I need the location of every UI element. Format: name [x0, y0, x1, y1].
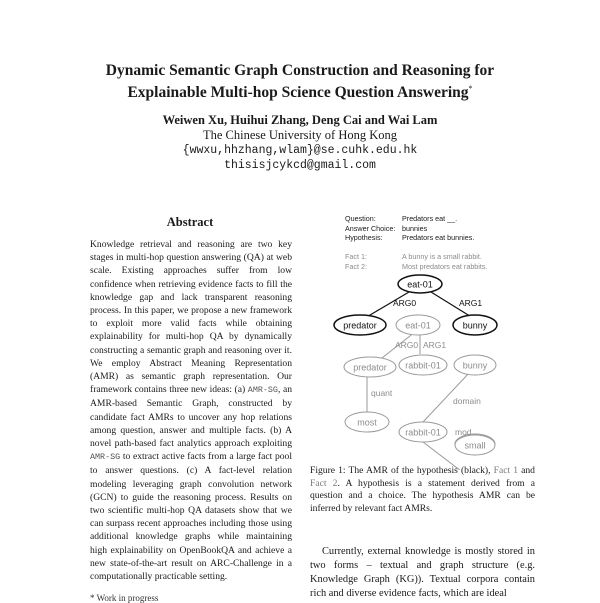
- hypothesis-value: Predators eat bunnies.: [402, 233, 475, 242]
- title-footnote-mark: *: [468, 84, 473, 93]
- abstract-heading: Abstract: [166, 215, 214, 229]
- node-small-label: small: [464, 440, 486, 451]
- caption-part-3: . A hypothesis is a statement derived from a question and a choice. The hypothesis AMR can be inferred by relevant fact AMRs.: [310, 477, 536, 514]
- fact1-label: Fact 1:: [345, 252, 367, 261]
- node-rabbit-mid-label: rabbit-01: [405, 360, 441, 371]
- question-label: Question:: [345, 214, 376, 223]
- email-line-2: thisisjcykcd@gmail.com: [224, 159, 376, 172]
- answer-choice-label: Answer Choice:: [345, 223, 396, 233]
- hypothesis-label: Hypothesis:: [345, 233, 383, 242]
- authors: Weiwen Xu, Huihui Zhang, Deng Cai and Wai Lam: [162, 113, 438, 127]
- answer-choice-value: bunnies: [402, 223, 428, 233]
- node-bunny-bold-label: bunny: [462, 320, 488, 331]
- edge-label-arg1-mid: ARG1: [423, 340, 447, 350]
- node-predator-gray-label: predator: [353, 362, 387, 373]
- node-rabbit-low-label: rabbit-01: [405, 427, 441, 438]
- edge-label-arg1-top: ARG1: [459, 298, 483, 308]
- edge-label-mod: mod: [455, 427, 472, 437]
- amr-sg-term-2: AMR-SG: [90, 452, 121, 463]
- title-line-2: [0, 80, 600, 102]
- abstract-part-3: to extract active facts from a large fact pool to answer questions. (c) A fact-level relation modeling leveraging graph convolution network (GCN) to guide the reasoning process. Results on two scientific multi-hop QA datasets show that we can surpass recent approaches including those using additional knowledge graphs while maintaining high explainability on OpenBookQA and achieve a new state-of-the-art result on ARC-Challenge in a computationally practicable setting.: [90, 451, 292, 583]
- question-value: Predators eat __.: [402, 214, 458, 223]
- footnote: * Work in progress: [90, 593, 159, 603]
- abstract-part-1: Knowledge retrieval and reasoning are two key stages in multi-hop question answering (QA) at web scale. Existing approaches suffer from low confidence when retrieving evidence facts to fill the knowledge gap and lack transparent reasoning process. In this paper, we propose a new framework to exploit more valid facts while obtaining explainability for multi-hop QA by dynamically constructing a semantic graph and reasoning over it. We employ Abstract Meaning Representation (AMR) as semantic graph representation. Our framework contains three new ideas: (a): [90, 239, 292, 396]
- amr-sg-term-1: AMR-SG: [247, 385, 278, 396]
- node-eat-top-label: eat-01: [407, 279, 433, 290]
- edge-label-quant: quant: [371, 388, 393, 398]
- fact2-label: Fact 2:: [345, 261, 367, 271]
- figure-1: [305, 210, 535, 470]
- caption-fact2: Fact 2: [310, 477, 338, 489]
- caption-part-1: Figure 1: The AMR of the hypothesis (black),: [310, 465, 491, 476]
- caption-part-2: and: [521, 465, 535, 476]
- affiliation: The Chinese University of Hong Kong: [202, 128, 398, 142]
- abstract-part-2: , an AMR-based Semantic Graph, constructed by candidate fact AMRs to uncover any hop relations among question, answer and multiple facts. (b) A novel path-based fact analytics approach exploiting: [90, 384, 292, 450]
- node-predator-bold-label: predator: [343, 320, 377, 331]
- fact2-value: Most predators eat rabbits.: [402, 261, 488, 271]
- amr-graph: [305, 210, 535, 470]
- node-eat-mid-label: eat-01: [405, 320, 431, 331]
- title-line-1: Dynamic Semantic Graph Construction and Reasoning for: [105, 62, 495, 79]
- node-small-wrap: [445, 433, 505, 457]
- figure-caption: [310, 465, 535, 515]
- title-line-2-text: Explainable Multi-hop Science Question Answering: [127, 84, 469, 102]
- node-most-label: most: [357, 417, 377, 428]
- edge-label-domain: domain: [453, 396, 481, 406]
- node-bunny-gray-label: bunny: [462, 360, 488, 371]
- email-line-1: {wwxu,hhzhang,wlam}@se.cuhk.edu.hk: [182, 144, 418, 157]
- intro-paragraph: Currently, external knowledge is mostly stored in two forms – textual and graph structure (e.g. Knowledge Graph (KG)). Textual corpora contain rich and diverse evidence facts, which are ideal: [310, 546, 535, 599]
- abstract-text: [90, 238, 292, 583]
- paper-title: [0, 62, 600, 102]
- fact1-value: A bunny is a small rabbit.: [402, 252, 482, 261]
- caption-fact1: Fact 1: [493, 465, 519, 476]
- edge-label-arg0-top: ARG0: [393, 298, 417, 308]
- edge-label-arg0-mid: ARG0: [395, 340, 419, 350]
